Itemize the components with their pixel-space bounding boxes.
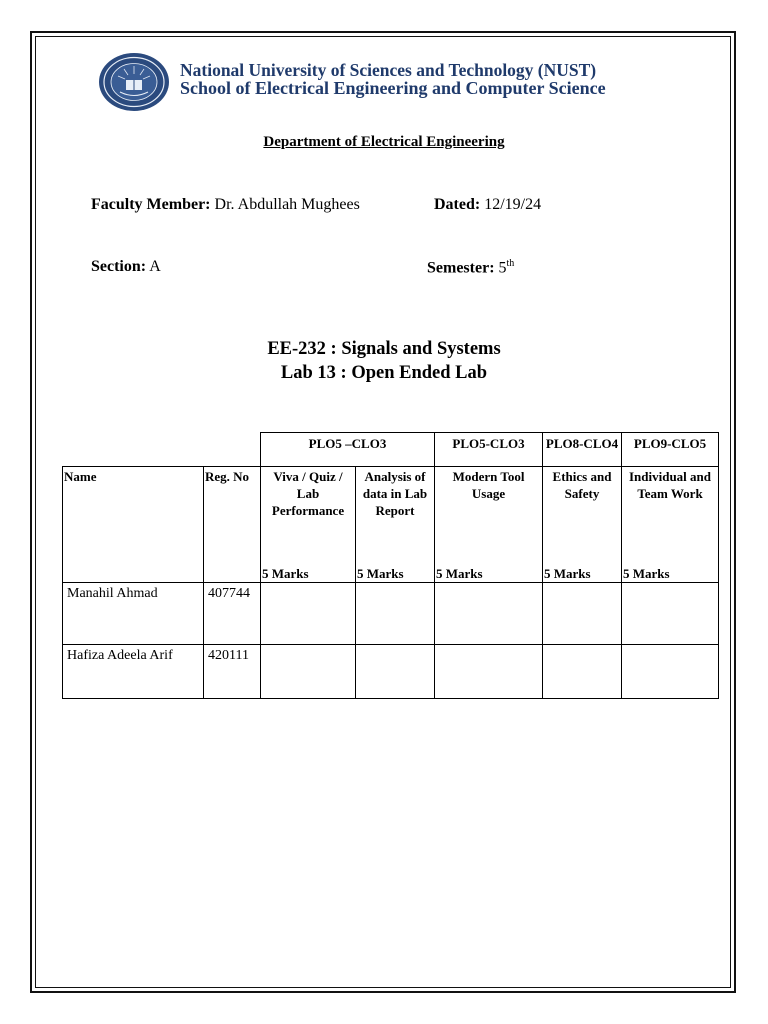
section-value: A	[149, 258, 161, 275]
score-cell[interactable]	[622, 583, 719, 645]
col-viva-header: Viva / Quiz / Lab Performance 5 Marks	[261, 467, 356, 583]
school-name: School of Electrical Engineering and Computer Science	[180, 78, 606, 98]
col-reg-header: Reg. No	[204, 467, 261, 583]
plo-group-2: PLO5-CLO3	[435, 433, 543, 467]
score-cell[interactable]	[356, 583, 435, 645]
col-name-header: Name	[63, 467, 204, 583]
lab-title: Lab 13 : Open Ended Lab	[280, 363, 488, 383]
department-heading: Department of Electrical Engineering	[263, 134, 505, 150]
table-row	[63, 645, 719, 699]
student-reg: 420111	[204, 645, 261, 699]
score-cell[interactable]	[261, 583, 356, 645]
score-cell[interactable]	[435, 583, 543, 645]
dated-field	[434, 196, 541, 214]
plo-group-4: PLO9-CLO5	[622, 433, 719, 467]
marks-label: 5 Marks	[262, 566, 309, 581]
semester-value: 5	[498, 259, 507, 277]
semester-label: Semester:	[427, 259, 495, 277]
col-analysis-header: Analysis of data in Lab Report 5 Marks	[356, 467, 435, 583]
score-cell[interactable]	[356, 645, 435, 699]
course-title: EE-232 : Signals and Systems	[267, 339, 501, 359]
student-name: Manahil Ahmad	[63, 583, 204, 645]
faculty-field	[91, 196, 360, 214]
plo-group-1: PLO5 –CLO3	[261, 433, 435, 467]
institution-name: National University of Sciences and Technology (NUST)	[180, 60, 597, 80]
score-cell[interactable]	[261, 645, 356, 699]
score-cell[interactable]	[543, 583, 622, 645]
section-label: Section:	[91, 258, 147, 275]
col-teamwork-header: Individual and Team Work 5 Marks	[622, 467, 719, 583]
marks-table	[62, 432, 719, 699]
section-field	[91, 258, 161, 276]
marks-label: 5 Marks	[623, 566, 670, 581]
semester-field	[427, 258, 514, 277]
score-cell[interactable]	[435, 645, 543, 699]
table-row	[63, 583, 719, 645]
student-name: Hafiza Adeela Arif	[63, 645, 204, 699]
score-cell[interactable]	[543, 645, 622, 699]
student-reg: 407744	[204, 583, 261, 645]
faculty-label: Faculty Member:	[91, 196, 211, 213]
plo-group-3: PLO8-CLO4	[543, 433, 622, 467]
marks-label: 5 Marks	[357, 566, 404, 581]
score-cell[interactable]	[622, 645, 719, 699]
faculty-value: Dr. Abdullah Mughees	[214, 196, 360, 213]
semester-suffix: th	[506, 258, 515, 269]
dated-label: Dated:	[434, 196, 481, 213]
marks-label: 5 Marks	[544, 566, 591, 581]
col-tool-header: Modern Tool Usage 5 Marks	[435, 467, 543, 583]
col-ethics-header: Ethics and Safety 5 Marks	[543, 467, 622, 583]
plo-group-row	[63, 433, 719, 467]
nust-seal-icon	[98, 52, 170, 112]
marks-label: 5 Marks	[436, 566, 483, 581]
column-header-row	[63, 467, 719, 583]
dated-value: 12/19/24	[484, 196, 542, 213]
